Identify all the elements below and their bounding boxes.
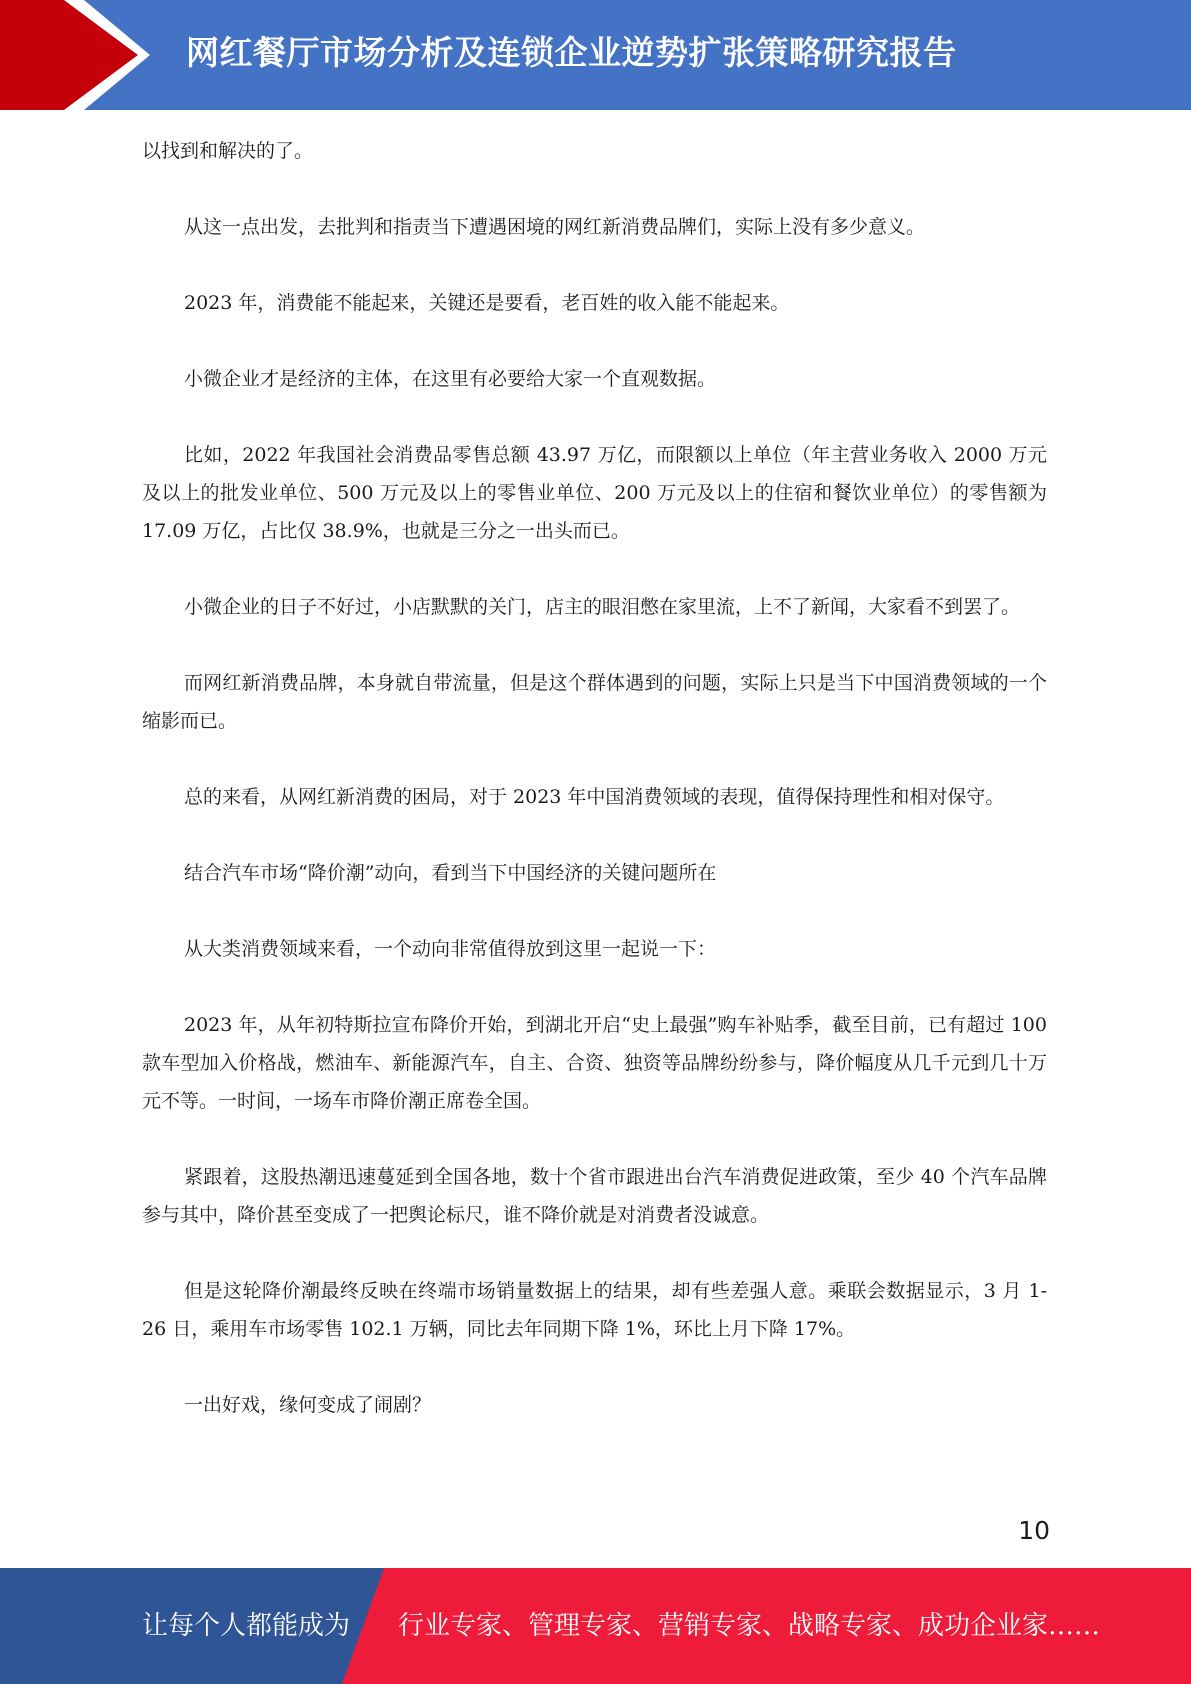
section-heading: 结合汽车市场“降价潮”动向，看到当下中国经济的关键问题所在 <box>184 862 717 884</box>
paragraph: 总的来看，从网红新消费的困局，对于 2023 年中国消费领域的表现，值得保持理性和相对保守。 <box>184 786 1005 808</box>
page-header <box>0 0 1191 110</box>
page-footer <box>0 1568 1191 1684</box>
paragraph: 以找到和解决的了。 <box>142 140 314 162</box>
document-body <box>142 132 1047 1462</box>
paragraph: 比如，2022 年我国社会消费品零售总额 43.97 万亿，而限额以上单位（年主营业务收入 2000 万元及以上的批发业单位、500 万元及以上的零售业单位、200 万元及以上的住宿和餐饮业单位）的零售额为 17.09 万亿，占比仅 38.9%，也就是三分之一出头而已。 <box>142 444 1047 542</box>
paragraph: 小微企业的日子不好过，小店默默的关门，店主的眼泪憋在家里流，上不了新闻，大家看不到罢了。 <box>184 596 1021 618</box>
paragraph: 2023 年，消费能不能起来，关键还是要看，老百姓的收入能不能起来。 <box>184 292 790 314</box>
paragraph: 而网红新消费品牌，本身就自带流量，但是这个群体遇到的问题，实际上只是当下中国消费领域的一个缩影而已。 <box>142 672 1047 732</box>
paragraph: 从大类消费领域来看，一个动向非常值得放到这里一起说一下： <box>184 938 717 960</box>
paragraph: 小微企业才是经济的主体，在这里有必要给大家一个直观数据。 <box>184 368 717 390</box>
paragraph: 一出好戏，缘何变成了闹剧？ <box>184 1394 432 1416</box>
paragraph: 但是这轮降价潮最终反映在终端市场销量数据上的结果，却有些差强人意。乘联会数据显示，3 月 1-26 日，乘用车市场零售 102.1 万辆，同比去年同期下降 1%，环比上月下降 17%。 <box>142 1280 1047 1340</box>
paragraph: 紧跟着，这股热潮迅速蔓延到全国各地，数十个省市跟进出台汽车消费促进政策，至少 40 个汽车品牌参与其中，降价甚至变成了一把舆论标尺，谁不降价就是对消费者没诚意。 <box>142 1166 1047 1226</box>
footer-slogan: 让每个人都能成为 <box>142 1611 351 1641</box>
document-title: 网红餐厅市场分析及连锁企业逆势扩张策略研究报告 <box>186 33 957 72</box>
paragraph: 从这一点出发，去批判和指责当下遭遇困境的网红新消费品牌们，实际上没有多少意义。 <box>184 216 926 238</box>
paragraph: 2023 年，从年初特斯拉宣布降价开始，到湖北开启“史上最强”购车补贴季，截至目前，已有超过 100 款车型加入价格战，燃油车、新能源汽车，自主、合资、独资等品牌纷纷参与，降价幅度从几千元到几十万元不等。一时间，一场车市降价潮正席卷全国。 <box>142 1014 1047 1112</box>
footer-tagline: 行业专家、管理专家、营销专家、战略专家、成功企业家…… <box>398 1611 1101 1641</box>
page-number: 10 <box>1018 1516 1050 1545</box>
